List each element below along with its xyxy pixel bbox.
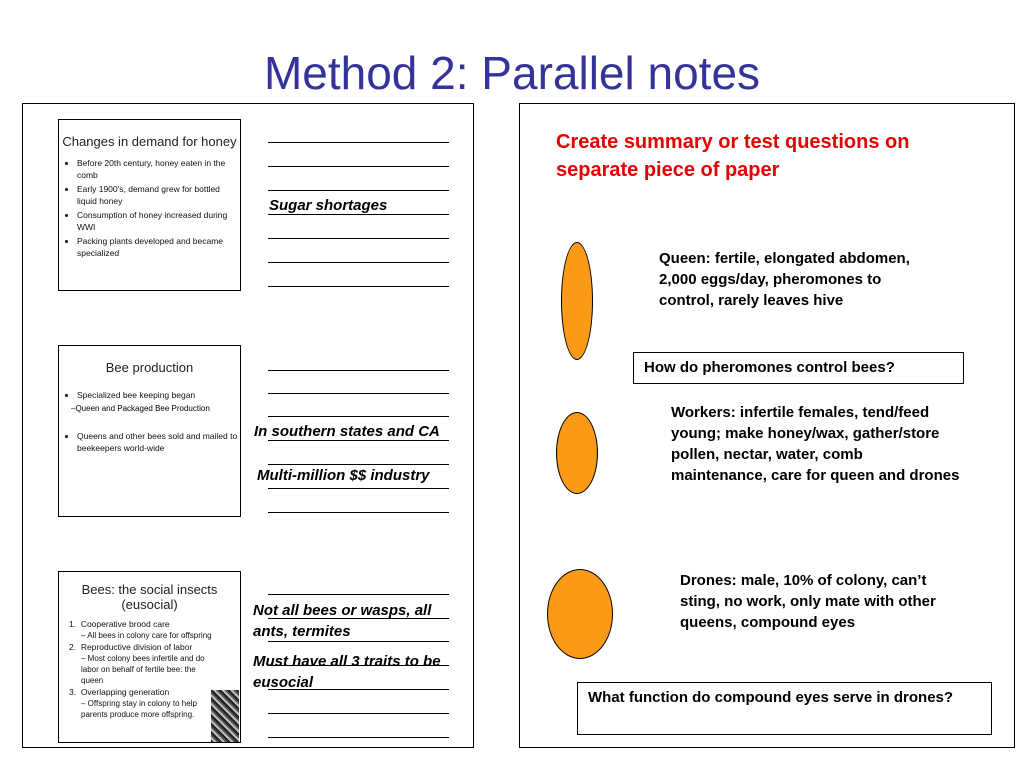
note-line	[268, 190, 449, 191]
slide-3-item: 2. Reproductive division of labor	[69, 642, 193, 652]
queen-description: Queen: fertile, elongated abdomen, 2,000 eggs/day, pheromones to control, rarely leaves hive	[659, 250, 910, 309]
slide-1-bullet: • Packing plants developed and became specialized	[77, 235, 240, 259]
note-line	[268, 416, 449, 417]
question-box-pheromones: How do pheromones control bees?	[633, 352, 964, 384]
question-box-compound-eyes: What function do compound eyes serve in drones?	[577, 682, 992, 735]
slide-2-bullet: • Queens and other bees sold and mailed to beekeepers world-wide	[77, 430, 240, 454]
slide-1-title: Changes in demand for honey	[62, 134, 237, 149]
note-line	[268, 713, 449, 714]
note-line	[268, 142, 449, 143]
note-line	[268, 512, 449, 513]
note-line	[268, 214, 449, 215]
slide-3-sub: – Most colony bees infertile and do labor on behalf of fertile bee: the queen	[81, 654, 205, 685]
slide-3-sub: – Offspring stay in colony to help parents produce more offspring.	[81, 699, 197, 719]
slide-thumbnail-3	[58, 571, 241, 743]
note-line	[268, 393, 449, 394]
note-multi-million: Multi-million $$ industry	[257, 467, 430, 484]
slide-1-bullets	[59, 157, 240, 259]
slide-1-bullet: • Before 20th century, honey eaten in the comb	[77, 157, 240, 181]
slide-3-item: 1. Cooperative brood care	[69, 619, 170, 629]
slide-thumbnail-2	[58, 345, 241, 517]
slide-2-sub-bullet: –Queen and Packaged Bee Production	[71, 404, 210, 413]
note-line	[268, 488, 449, 489]
slide-2-bullets	[59, 389, 240, 401]
note-line	[268, 370, 449, 371]
slide-2-bullets-b	[59, 430, 240, 454]
slide-2-title: Bee production	[105, 360, 194, 375]
slide-3-sub: – All bees in colony care for offspring	[81, 631, 212, 640]
note-line	[268, 440, 449, 441]
note-eusocial-traits: Must have all 3 traits to be eusocial	[253, 653, 441, 691]
note-line	[268, 737, 449, 738]
note-not-all-bees: Not all bees or wasps, all ants, termites	[253, 602, 432, 640]
note-line	[268, 286, 449, 287]
slide-3-title: Bees: the social insects	[81, 582, 218, 597]
slide-3-item: 3. Overlapping generation	[69, 687, 170, 697]
summary-heading: Create summary or test questions on separate piece of paper	[556, 131, 910, 181]
slide-thumbnail-1	[58, 119, 241, 291]
note-sugar-shortages: Sugar shortages	[269, 197, 388, 214]
note-southern-states: In southern states and CA	[254, 423, 440, 440]
slide-1-bullet: • Early 1900's, demand grew for bottled liquid honey	[77, 183, 240, 207]
workers-description: Workers: infertile females, tend/feed young; make honey/wax, gather/store pollen, nectar, water, comb maintenance, care for queen and drones	[671, 404, 960, 484]
note-line	[268, 238, 449, 239]
page-title: Method 2: Parallel notes	[263, 47, 761, 99]
note-line	[268, 262, 449, 263]
slide-3-subtitle: (eusocial)	[121, 597, 178, 612]
drone-bee-ellipse	[547, 569, 613, 659]
bee-photo	[211, 690, 239, 742]
drones-description: Drones: male, 10% of colony, can’t sting, no work, only mate with other queens, compound eyes	[680, 572, 936, 631]
slide-2-bullet: • Specialized bee keeping began	[77, 389, 240, 401]
note-line	[268, 594, 449, 595]
slide-1-bullet: • Consumption of honey increased during WWI	[77, 209, 240, 233]
note-line	[268, 166, 449, 167]
queen-bee-ellipse	[561, 242, 593, 360]
worker-bee-ellipse	[556, 412, 598, 494]
note-line	[268, 464, 449, 465]
